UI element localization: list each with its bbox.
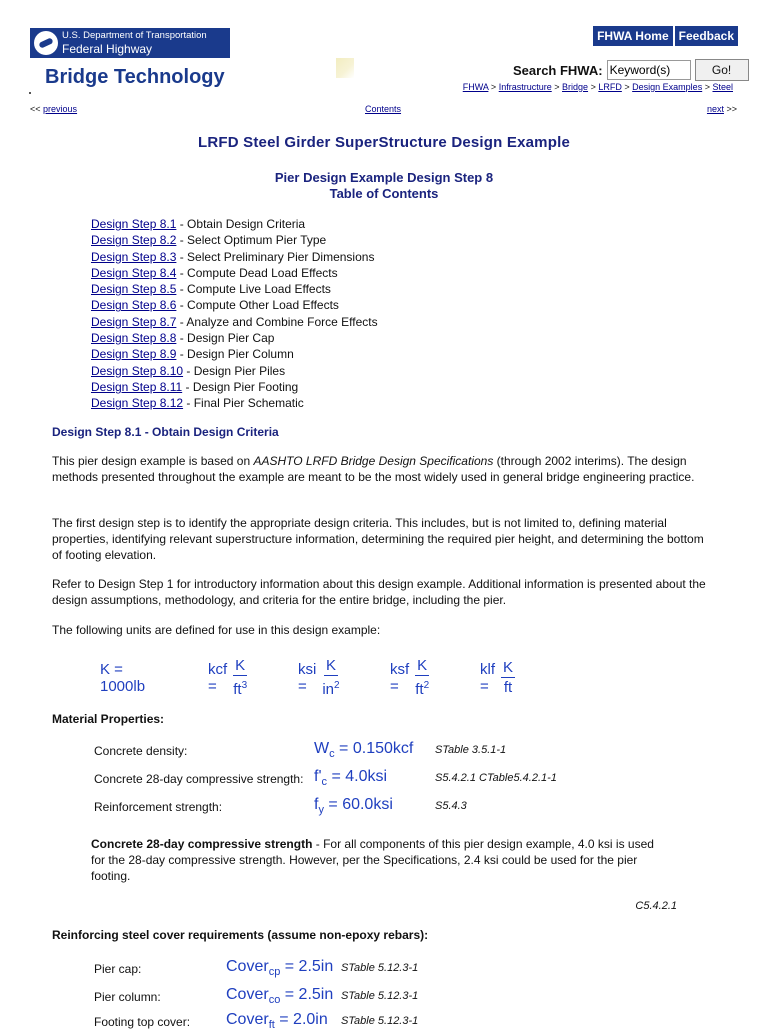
toc-link[interactable]: Design Step 8.12	[91, 396, 184, 411]
toc-item	[91, 346, 378, 362]
toc-item	[91, 314, 378, 330]
toc-item	[91, 379, 378, 395]
logo-line-1: U.S. Department of Transportation	[62, 30, 207, 41]
denominator	[233, 676, 247, 700]
toc-link[interactable]: Design Step 8.11	[91, 379, 183, 394]
value: = 60.0ksi	[323, 796, 393, 813]
symbol: Cover	[226, 958, 269, 975]
paragraph-text: This pier design example is based on	[52, 454, 254, 468]
toc-item	[91, 265, 378, 281]
nav-next	[707, 104, 737, 114]
denominator-base: ft	[415, 680, 424, 698]
toc-link[interactable]: Design Step 8.2	[91, 233, 177, 248]
note-reference: C5.4.2.1	[635, 900, 677, 912]
subscript: co	[268, 994, 281, 1007]
toc-link[interactable]: Design Step 8.7	[91, 314, 177, 329]
toc-text: - Compute Live Load Effects	[176, 282, 331, 297]
toc-text: - Select Preliminary Pier Dimensions	[176, 249, 375, 264]
search-input[interactable]	[607, 60, 691, 80]
denominator	[322, 676, 339, 700]
toc-item	[91, 363, 378, 379]
denominator: ft	[503, 678, 513, 696]
material-label: Concrete 28-day compressive strength:	[94, 772, 304, 786]
note-text: - For all components of this pier design example, 4.0 ksi is used for the 28-day compressive strength. However, per the Specifications, 2.4 ksi could be used for the pier footing.	[91, 837, 654, 883]
spec-reference: STable 3.5.1-1	[435, 744, 507, 756]
value: = 0.150kcf	[334, 740, 414, 757]
toc-link[interactable]: Design Step 8.10	[91, 363, 184, 378]
unit-ksi	[298, 650, 340, 706]
cover-label: Footing top cover:	[94, 1015, 191, 1029]
decorative-dot	[29, 92, 31, 94]
symbol: W	[314, 740, 330, 757]
value: = 2.5in	[280, 986, 334, 1003]
numerator: K	[503, 658, 514, 676]
site-brand[interactable]: Bridge Technology	[45, 66, 225, 88]
toc-link[interactable]: Design Step 8.8	[91, 331, 177, 346]
unit-ksi-label: ksi =	[298, 661, 317, 695]
toc-text: - Compute Other Load Effects	[176, 298, 339, 313]
unit-ksf-fraction	[415, 657, 429, 700]
toc-text: - Select Optimum Pier Type	[176, 233, 327, 248]
toc-item	[91, 281, 378, 297]
numerator: K	[325, 656, 336, 674]
dot-logo-icon	[34, 31, 58, 55]
cover-value	[226, 958, 333, 978]
cover-value	[226, 1011, 328, 1031]
toc-link[interactable]: Design Step 8.9	[91, 347, 177, 362]
toc-item	[91, 232, 378, 248]
unit-k-text: K = 1000lb	[100, 661, 146, 695]
subscript: c	[329, 748, 335, 761]
table-of-contents	[91, 216, 378, 412]
subscript: ft	[268, 1019, 275, 1031]
toc-text: - Analyze and Combine Force Effects	[176, 314, 378, 329]
unit-kcf-fraction	[233, 657, 247, 700]
toc-text: - Design Pier Piles	[183, 363, 286, 378]
fhwa-home-button[interactable]: FHWA Home	[593, 26, 673, 46]
cover-label: Pier column:	[94, 990, 161, 1004]
subscript: y	[318, 804, 324, 817]
next-link[interactable]: next	[706, 104, 724, 114]
paragraph-units: The following units are defined for use in this design example:	[52, 623, 381, 637]
breadcrumb-design-examples[interactable]: Design Examples	[632, 82, 703, 92]
search-label: Search FHWA:	[513, 62, 603, 78]
note-bold: Concrete 28-day compressive strength	[91, 837, 313, 851]
unit-kcf-label: kcf =	[208, 661, 228, 695]
feedback-button[interactable]: Feedback	[675, 26, 738, 46]
contents-link[interactable]: Contents	[365, 104, 402, 114]
unit-klf-label: klf =	[480, 661, 495, 695]
spec-reference: S5.4.2.1 CTable5.4.2.1-1	[435, 772, 557, 784]
paragraph-refer: Refer to Design Step 1 for introductory information about this design example. Additional information is presented about the design assumptions, methodology, and criteria for the entire bridge, including the pier.	[52, 577, 706, 607]
logo-line-2: Federal Highway Administration	[62, 42, 153, 70]
nav-contents	[365, 104, 401, 114]
denominator-base: ft	[233, 680, 242, 698]
search-go-button[interactable]: Go!	[695, 59, 749, 81]
symbol: f	[314, 796, 319, 813]
toc-text: - Design Pier Cap	[176, 331, 275, 346]
symbol: Cover	[226, 1011, 269, 1028]
next-arrow-icon: >>	[726, 104, 737, 114]
value: = 2.0in	[274, 1011, 328, 1028]
toc-link[interactable]: Design Step 8.5	[91, 282, 177, 297]
toc-text: - Final Pier Schematic	[183, 396, 304, 411]
breadcrumb-infrastructure[interactable]: Infrastructure	[498, 82, 552, 92]
subtitle-toc: Table of Contents	[329, 186, 439, 201]
numerator: K	[235, 656, 246, 674]
denominator-base: in	[322, 680, 335, 698]
symbol: f'	[314, 768, 322, 785]
material-value	[314, 740, 413, 760]
material-value	[314, 768, 387, 788]
spec-title: AASHTO LRFD Bridge Design Specifications	[253, 454, 494, 468]
breadcrumb-separator: >	[704, 82, 710, 92]
material-value	[314, 796, 393, 816]
exponent: 2	[334, 679, 340, 691]
spec-reference: STable 5.12.3-1	[341, 1015, 419, 1027]
spec-reference: S5.4.3	[435, 800, 467, 812]
toc-link[interactable]: Design Step 8.4	[91, 265, 177, 280]
search-bar	[513, 59, 749, 81]
toc-item	[91, 395, 378, 411]
value: = 2.5in	[280, 958, 334, 975]
page-subtitle	[0, 170, 768, 202]
prev-arrow-icon: <<	[30, 104, 41, 114]
toc-text: - Design Pier Footing	[182, 379, 299, 394]
unit-k	[100, 650, 145, 706]
unit-ksi-fraction	[322, 657, 339, 700]
breadcrumb-lrfd[interactable]: LRFD	[598, 82, 622, 92]
unit-klf-fraction	[501, 659, 515, 698]
material-label: Reinforcement strength:	[94, 800, 223, 814]
breadcrumb-separator: >	[590, 82, 596, 92]
nav-previous	[30, 104, 77, 114]
unit-ksf-label: ksf =	[390, 661, 410, 695]
toc-item	[91, 249, 378, 265]
cover-value	[226, 986, 333, 1006]
toc-link[interactable]: Design Step 8.6	[91, 298, 177, 313]
breadcrumb-separator: >	[624, 82, 630, 92]
unit-ksf	[390, 650, 429, 706]
subscript: cp	[268, 966, 281, 979]
symbol: Cover	[226, 986, 269, 1003]
section-heading: Design Step 8.1 - Obtain Design Criteria	[52, 425, 279, 439]
subtitle-step: Pier Design Example Design Step 8	[274, 170, 494, 185]
toc-item	[91, 216, 378, 232]
breadcrumb-separator: >	[490, 82, 497, 92]
paragraph-intro	[52, 453, 712, 485]
toc-text: - Compute Dead Load Effects	[176, 265, 338, 280]
toc-text: - Obtain Design Criteria	[176, 217, 306, 231]
exponent: 3	[241, 679, 248, 691]
denominator	[415, 676, 429, 700]
paragraph-criteria: The first design step is to identify the appropriate design criteria. This includes, but is not limited to, defining material properties, identifying relevant superstructure information, determining the required pier height, and determining the bottom of footing elevation.	[52, 516, 704, 562]
exponent: 2	[423, 679, 430, 691]
cover-heading: Reinforcing steel cover requirements (assume non-epoxy rebars):	[52, 928, 429, 942]
paragraph-text: (through 2002 interims). The design methods presented throughout the example are meant to be the most widely used in general bridge engineering practice.	[52, 454, 695, 484]
spec-reference: STable 5.12.3-1	[341, 990, 419, 1002]
unit-kcf	[208, 650, 247, 706]
breadcrumb-fhwa[interactable]: FHWA	[462, 82, 489, 92]
value: = 4.0ksi	[327, 768, 388, 785]
strength-note	[91, 836, 671, 884]
subscript: c	[321, 776, 327, 789]
material-label: Concrete density:	[94, 744, 188, 758]
page-title: LRFD Steel Girder SuperStructure Design Example	[198, 134, 570, 151]
previous-link[interactable]: previous	[43, 104, 78, 114]
breadcrumb-bridge[interactable]: Bridge	[562, 82, 589, 92]
breadcrumb-steel[interactable]: Steel	[712, 82, 733, 92]
breadcrumb-separator: >	[554, 82, 560, 92]
toc-item	[91, 297, 378, 313]
fhwa-logo[interactable]	[30, 28, 230, 70]
top-nav	[593, 26, 738, 46]
cover-label: Pier cap:	[94, 962, 142, 976]
spec-reference: STable 5.12.3-1	[341, 962, 419, 974]
material-heading: Material Properties:	[52, 712, 165, 726]
numerator: K	[417, 656, 428, 674]
unit-klf	[480, 650, 515, 706]
toc-link[interactable]: Design Step 8.3	[91, 249, 177, 264]
toc-text: - Design Pier Column	[176, 347, 294, 362]
toc-link[interactable]: Design Step 8.1	[91, 217, 177, 231]
decorative-graphic	[336, 58, 354, 78]
breadcrumb	[463, 82, 733, 92]
toc-item	[91, 330, 378, 346]
